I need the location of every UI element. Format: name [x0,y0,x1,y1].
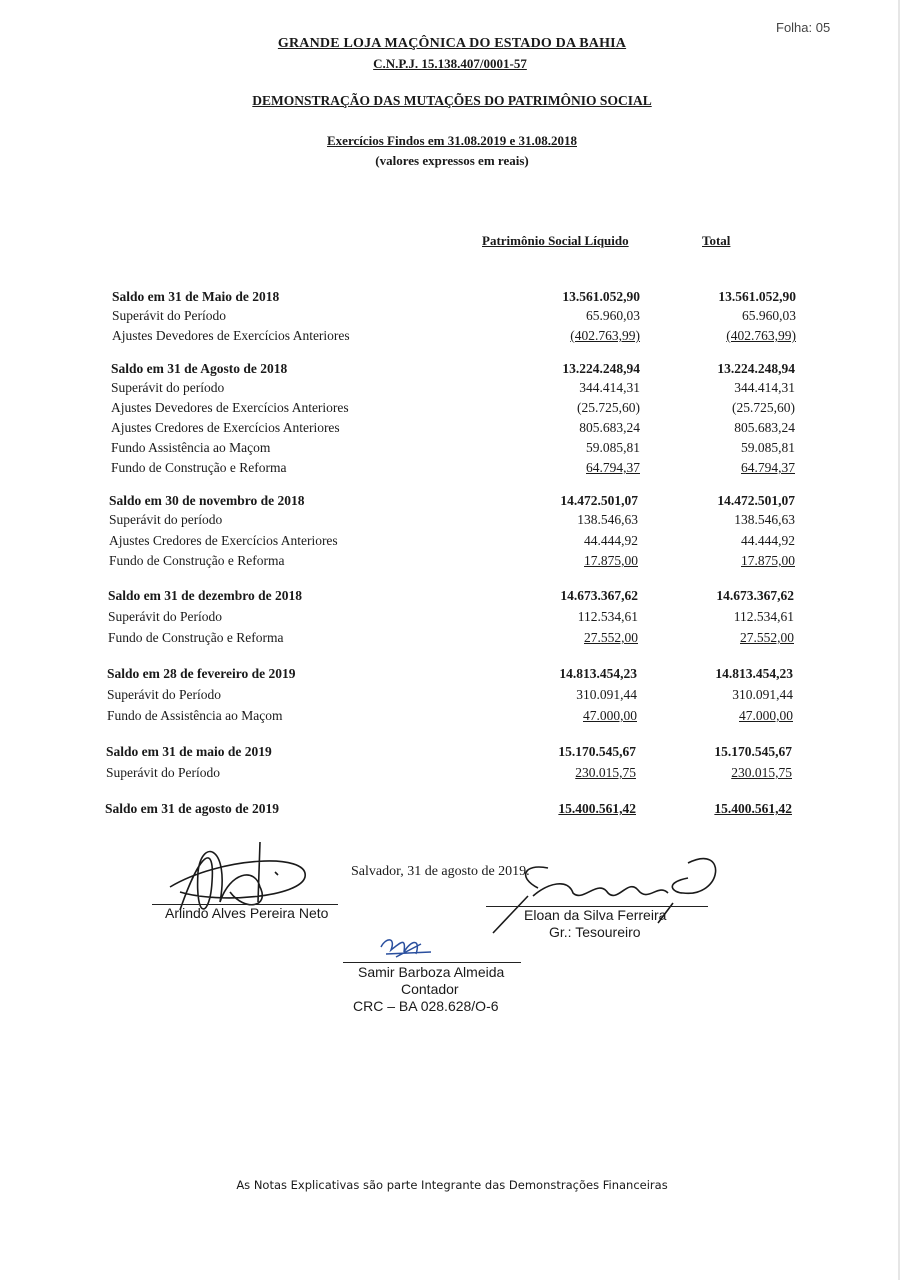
row-value-patrimonio: 13.224.248,94 [562,361,640,376]
row-label: Saldo em 30 de novembro de 2018 [109,493,305,508]
units-note: (valores expressos em reais) [375,153,529,168]
table-row [0,609,904,629]
table-row [0,361,904,381]
row-value-patrimonio: 138.546,63 [577,512,638,527]
row-value-total: 344.414,31 [734,380,795,395]
row-label: Fundo de Construção e Reforma [109,553,285,568]
row-value-total: 112.534,61 [733,609,794,624]
row-value-total: 14.472.501,07 [717,493,795,508]
row-value-total: 14.673.367,62 [716,588,794,603]
cnpj-number: C.N.P.J. 15.138.407/0001-57 [373,56,527,71]
table-row [0,328,904,348]
row-value-patrimonio: 805.683,24 [579,420,640,435]
period-heading: Exercícios Findos em 31.08.2019 e 31.08.2018 [327,133,577,148]
row-label: Fundo Assistência ao Maçom [111,440,271,455]
table-row [0,708,904,728]
table-row [0,493,904,513]
table-row [0,380,904,400]
row-value-total: 15.400.561,42 [714,801,792,816]
row-label: Saldo em 28 de fevereiro de 2019 [107,666,296,681]
row-value-patrimonio: 17.875,00 [584,553,638,568]
table-row [0,765,904,785]
row-value-total: 44.444,92 [741,533,795,548]
row-value-total: 47.000,00 [739,708,793,723]
row-label: Ajustes Devedores de Exercícios Anteriores [112,328,350,343]
row-value-total: 17.875,00 [741,553,795,568]
row-label: Ajustes Credores de Exercícios Anteriores [111,420,340,435]
column-header-patrimonio: Patrimônio Social Líquido [482,233,629,248]
row-label: Superávit do Período [107,687,221,702]
row-value-total: 230.015,75 [731,765,792,780]
row-value-patrimonio: 13.561.052,90 [562,289,640,304]
row-value-patrimonio: 15.170.545,67 [558,744,636,759]
row-label: Ajustes Credores de Exercícios Anteriores [109,533,338,548]
table-row [0,460,904,480]
accountant-role: Contador [401,981,459,997]
row-value-total: 64.794,37 [741,460,795,475]
row-value-patrimonio: 344.414,31 [579,380,640,395]
table-row [0,630,904,650]
table-row [0,512,904,532]
table-row [0,744,904,764]
row-label: Saldo em 31 de agosto de 2019 [105,801,280,816]
row-label: Fundo de Construção e Reforma [108,630,284,645]
row-value-total: 59.085,81 [741,440,795,455]
row-value-total: 13.561.052,90 [718,289,796,304]
table-row [0,666,904,686]
table-row [0,420,904,440]
row-value-patrimonio: 310.091,44 [576,687,637,702]
statement-title: DEMONSTRAÇÃO DAS MUTAÇÕES DO PATRIMÔNIO SOCIAL [252,93,652,108]
accountant-crc: CRC – BA 028.628/O-6 [353,998,499,1014]
table-row [0,308,904,328]
row-value-total: 805.683,24 [734,420,795,435]
row-value-patrimonio: 47.000,00 [583,708,637,723]
row-label: Saldo em 31 de Agosto de 2018 [111,361,288,376]
row-value-patrimonio: 27.552,00 [584,630,638,645]
row-value-patrimonio: 44.444,92 [584,533,638,548]
table-row [0,553,904,573]
column-header-total: Total [702,233,731,248]
row-label: Fundo de Construção e Reforma [111,460,287,475]
row-value-total: 14.813.454,23 [715,666,793,681]
table-row [0,588,904,608]
row-value-total: 138.546,63 [734,512,795,527]
table-row [0,289,904,309]
place-and-date: Salvador, 31 de agosto de 2019. [351,864,530,879]
row-value-patrimonio: (25.725,60) [577,400,640,415]
table-row [0,400,904,420]
row-label: Superávit do Período [112,308,226,323]
row-value-patrimonio: 230.015,75 [575,765,636,780]
row-label: Fundo de Assistência ao Maçom [107,708,283,723]
row-value-patrimonio: 112.534,61 [577,609,638,624]
row-value-total: 13.224.248,94 [717,361,795,376]
row-label: Superávit do período [109,512,223,527]
table-row [0,440,904,460]
table-row [0,687,904,707]
row-value-total: 65.960,03 [742,308,796,323]
row-value-patrimonio: 14.472.501,07 [560,493,638,508]
footnote: As Notas Explicativas são parte Integrante das Demonstrações Financeiras [236,1178,668,1192]
row-label: Ajustes Devedores de Exercícios Anteriores [111,400,349,415]
folio-number: Folha: 05 [776,20,831,35]
row-value-patrimonio: 14.673.367,62 [560,588,638,603]
row-label: Saldo em 31 de dezembro de 2018 [108,588,302,603]
row-value-patrimonio: 15.400.561,42 [558,801,636,816]
row-value-patrimonio: (402.763,99) [570,328,640,343]
row-value-patrimonio: 64.794,37 [586,460,640,475]
row-value-total: (25.725,60) [732,400,795,415]
signature-accountant-scrawl [376,932,436,962]
row-label: Superávit do Período [108,609,222,624]
accountant-name: Samir Barboza Almeida [358,964,505,980]
row-value-patrimonio: 59.085,81 [586,440,640,455]
row-value-total: (402.763,99) [726,328,796,343]
table-row [0,801,904,821]
row-value-total: 310.091,44 [732,687,793,702]
signature-line-accountant [343,962,521,963]
row-value-total: 27.552,00 [740,630,794,645]
row-value-patrimonio: 14.813.454,23 [559,666,637,681]
row-value-total: 15.170.545,67 [714,744,792,759]
row-value-patrimonio: 65.960,03 [586,308,640,323]
signatory-right-name: Eloan da Silva Ferreira [524,907,667,923]
row-label: Superávit do período [111,380,225,395]
organization-name: GRANDE LOJA MAÇÔNICA DO ESTADO DA BAHIA [277,36,627,51]
signatory-left-name: Arlindo Alves Pereira Neto [165,905,329,921]
row-label: Saldo em 31 de maio de 2019 [106,744,272,759]
table-row [0,533,904,553]
row-label: Saldo em 31 de Maio de 2018 [112,289,280,304]
row-label: Superávit do Período [106,765,220,780]
signatory-right-role: Gr.: Tesoureiro [549,924,641,940]
